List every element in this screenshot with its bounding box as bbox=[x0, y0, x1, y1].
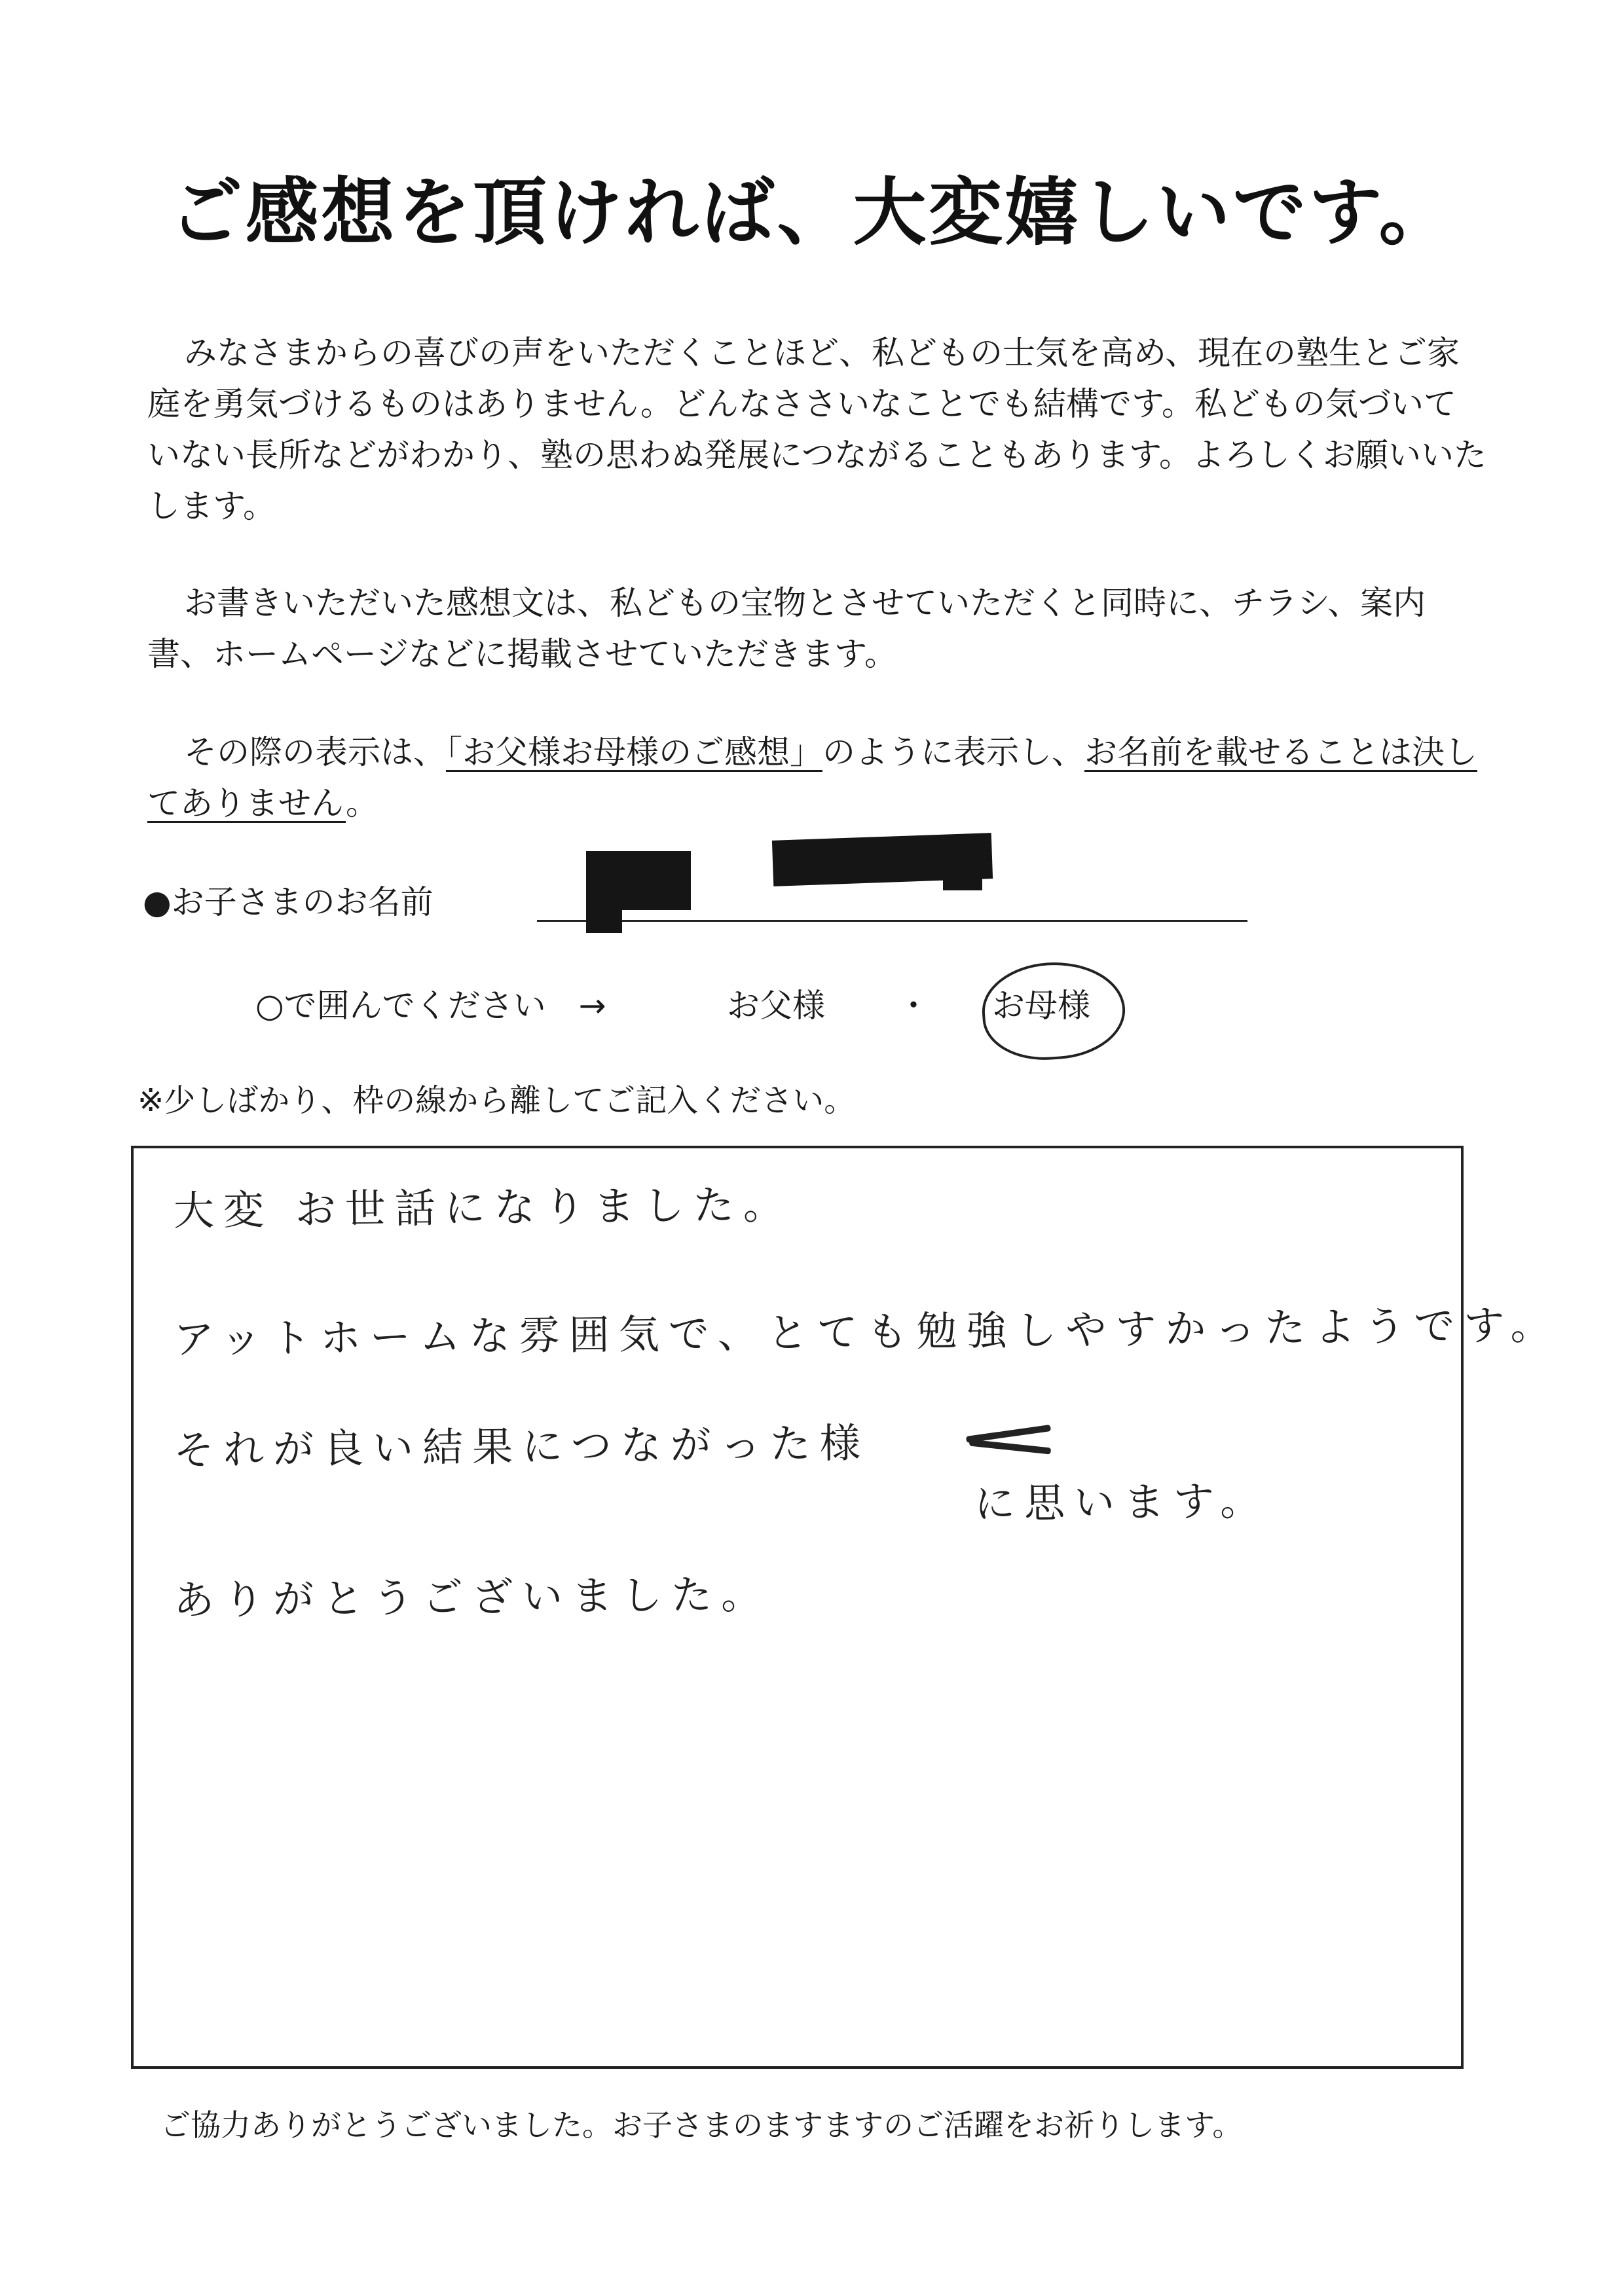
child-name-line[interactable] bbox=[537, 920, 1247, 922]
comment-line-1: 大変 お世話になりました。 bbox=[173, 1180, 794, 1235]
footer-thanks: ご協力ありがとうございました。お子さまのますますのご活躍をお祈りします。 bbox=[160, 2107, 1243, 2143]
page-title: ご感想を頂ければ、大変嬉しいです。 bbox=[169, 170, 1455, 255]
comment-line-3: それが良い結果につながった様 bbox=[173, 1419, 870, 1474]
name-redaction-4 bbox=[943, 841, 982, 890]
intro-p3-no-name: お名前を載せることは決してありません bbox=[147, 733, 1477, 822]
intro-p3-middle: のように表示し、 bbox=[822, 733, 1084, 771]
intro-p3-lead: その際の表示は、 bbox=[184, 733, 446, 771]
mother-selection-circle bbox=[979, 958, 1128, 1065]
intro-paragraph-1: みなさまからの喜びの声をいただくことほど、私どもの士気を高め、現在の塾生とご家庭を勇気づけるものはありません。どんなささいなことでも結構です。私どもの気づいていない長所などがわかり、塾の思わぬ発展につながることもあります。よろしくお願いいたします。 bbox=[147, 334, 1486, 525]
circle-instruction: ○で囲んでください → bbox=[255, 987, 606, 1025]
comment-line-3-continued: に思います。 bbox=[974, 1476, 1270, 1528]
option-father[interactable]: お父様 bbox=[727, 987, 825, 1025]
comment-line-4: ありがとうございました。 bbox=[173, 1570, 771, 1624]
writing-note: ※少しばかり、枠の線から離してご記入ください。 bbox=[138, 1082, 856, 1119]
intro-paragraph-2: お書きいただいた感想文は、私どもの宝物とさせていただくと同時に、チラシ、案内書、ホームページなどに掲載させていただきます。 bbox=[147, 584, 1426, 673]
name-redaction-2 bbox=[586, 851, 622, 933]
intro-paragraph-3 bbox=[147, 727, 1486, 829]
option-separator: ・ bbox=[897, 987, 930, 1025]
option-mother[interactable]: お母様 bbox=[992, 987, 1090, 1025]
intro-p3-end: 。 bbox=[346, 784, 378, 822]
comment-line-2: アットホームな雰囲気で、とても勉強しやすかったようです。 bbox=[173, 1300, 1560, 1364]
child-name-label: ●お子さまのお名前 bbox=[143, 883, 434, 921]
intro-p3-display-name: 「お父様お母様のご感想」 bbox=[446, 733, 822, 771]
